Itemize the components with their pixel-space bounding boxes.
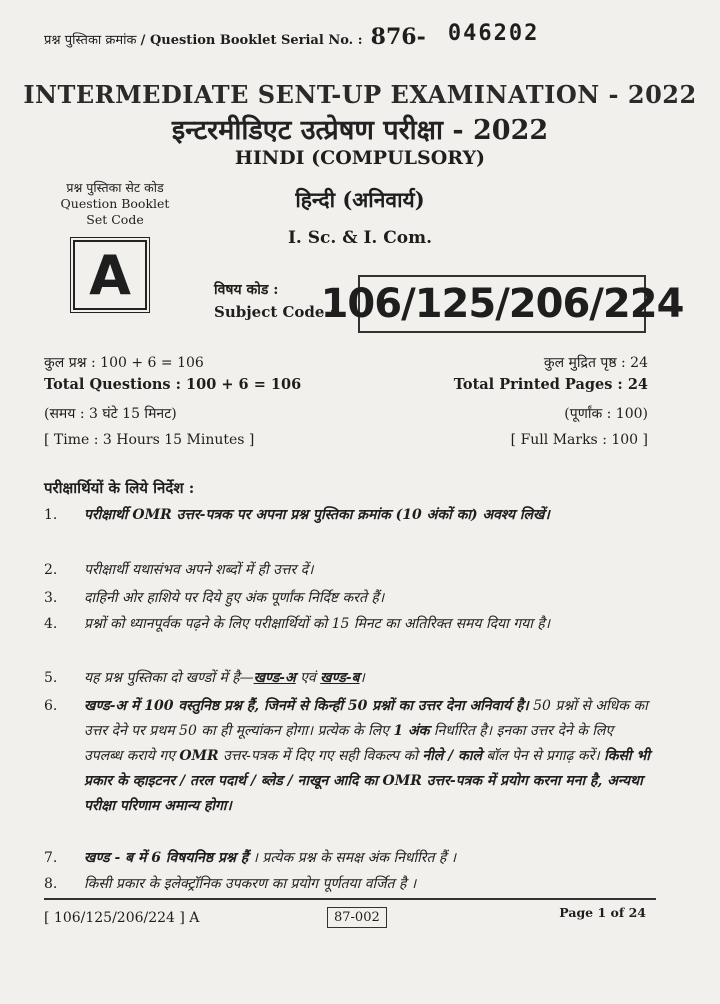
total-questions-en: Total Questions : 100 + 6 = 106 xyxy=(44,376,302,393)
instruction-text: परीक्षार्थी OMR उत्तर-पत्रक पर अपना प्रश्न पुस्तिका क्रमांक (10 अंकों का) अवश्य लिखें। xyxy=(84,507,550,523)
instruction-number: 8. xyxy=(44,876,58,892)
time-en: [ Time : 3 Hours 15 Minutes ] xyxy=(44,432,255,448)
instruction-number: 1. xyxy=(44,507,58,523)
instruction-number: 7. xyxy=(44,850,58,866)
instruction-item xyxy=(44,872,654,897)
serial-label-en: / Question Booklet Serial No. : xyxy=(140,33,363,48)
instruction-text xyxy=(84,846,654,871)
instruction-item xyxy=(44,586,654,611)
full-marks-en: [ Full Marks : 100 ] xyxy=(510,432,648,448)
stream-label: I. Sc. & I. Com. xyxy=(287,228,433,248)
instruction-text-part: । प्रत्येक प्रश्न के समक्ष अंक निर्धारित हैं । xyxy=(248,850,457,866)
serial-number-stamp: 046202 xyxy=(447,21,540,46)
instruction-text-part: 1 अंक xyxy=(393,723,430,739)
printed-pages-en: Total Printed Pages : 24 xyxy=(453,376,648,393)
instruction-item xyxy=(44,666,654,691)
section-a-label: खण्ड-अ xyxy=(253,670,296,686)
instruction-text-part: नीले / काले xyxy=(422,748,482,764)
instruction-text-part: 50 प्रश्नों से अधिक का उत्तर देने पर प्रथम 50 का ही मूल्यांकन होगा। प्रत्येक के लिए xyxy=(84,698,648,739)
footer-box-code: 87-002 xyxy=(327,907,387,928)
instruction-number: 6. xyxy=(44,698,58,714)
subject-code-box: 106/125/206/224 xyxy=(358,275,646,333)
instruction-text: दाहिनी ओर हाशिये पर दिये हुए अंक पूर्णांक निर्दिष्ट करते हैं। xyxy=(84,590,385,606)
set-code-label-en-2: Set Code xyxy=(86,212,144,227)
instructions-heading: परीक्षार्थियों के लिये निर्देश : xyxy=(44,479,195,497)
subject-code-label-hi: विषय कोड : xyxy=(214,282,279,298)
footer-divider xyxy=(44,898,656,900)
printed-pages-hi: कुल मुद्रित पृष्ठ : 24 xyxy=(543,355,648,371)
full-marks-hi: (पूर्णांक : 100) xyxy=(564,406,648,422)
footer-paper-code: [ 106/125/206/224 ] A xyxy=(44,910,200,926)
subject-name-en: HINDI (COMPULSORY) xyxy=(234,147,486,169)
instruction-text-part: । xyxy=(359,670,365,686)
subject-code-label-en: Subject Code : xyxy=(214,303,336,321)
instruction-item xyxy=(44,612,654,637)
instruction-item xyxy=(44,694,654,819)
subject-name-hi: हिन्दी (अनिवार्य) xyxy=(295,187,425,212)
serial-number-row xyxy=(44,21,540,50)
instruction-text: प्रश्नों को ध्यानपूर्वक पढ़ने के लिए परीक्षार्थियों को 15 मिनट का अतिरिक्त समय दिया गया है। xyxy=(84,616,551,632)
instruction-text-part: एवं xyxy=(295,670,321,686)
instruction-item xyxy=(44,846,654,871)
section-b-label: खण्ड-ब xyxy=(320,670,360,686)
exam-title-en: INTERMEDIATE SENT-UP EXAMINATION - 2022 xyxy=(23,80,697,109)
instruction-text xyxy=(84,666,654,691)
instruction-text-part: OMR xyxy=(179,748,219,764)
footer-page-number: Page 1 of 24 xyxy=(559,905,646,920)
instruction-text: परीक्षार्थी यथासंभव अपने शब्दों में ही उत्तर दें। xyxy=(84,562,314,578)
instruction-text-part: खण्ड - ब में 6 विषयनिष्ठ प्रश्न हैं xyxy=(84,850,249,866)
set-code-box: A xyxy=(73,240,147,310)
instruction-text-part: खण्ड-अ में 100 वस्तुनिष्ठ प्रश्न हैं, जिनमें से किन्हीं 50 प्रश्नों का उत्तर देना अनिवार्य है। xyxy=(84,698,529,714)
instruction-text xyxy=(84,694,654,819)
instruction-item xyxy=(44,558,654,583)
set-code-label-hi: प्रश्न पुस्तिका सेट कोड xyxy=(66,180,164,195)
instruction-text-part: किसी भी प्रकार के व्हाइटनर / तरल पदार्थ / ब्लेड / नाखून आदि का OMR उत्तर-पत्रक में प्रयोग करना मना है, अन्यथा परीक्षा परिणाम अमान्य होगा। xyxy=(84,748,650,814)
instruction-number: 3. xyxy=(44,590,58,606)
instruction-number: 4. xyxy=(44,616,58,632)
serial-prefix: 876- xyxy=(370,24,426,50)
instruction-item xyxy=(44,503,654,528)
serial-label-hi: प्रश्न पुस्तिका क्रमांक xyxy=(44,33,137,48)
instruction-number: 5. xyxy=(44,670,58,686)
instruction-text-part: उत्तर-पत्रक में दिए गए सही विकल्प को xyxy=(218,748,423,764)
instruction-text-part: निर्धारित है। इनका उत्तर देने के लिए उपलब्ध कराये गए xyxy=(84,723,614,764)
instruction-text-part: यह प्रश्न पुस्तिका दो खण्डों में है— xyxy=(84,670,254,686)
instruction-number: 2. xyxy=(44,562,58,578)
time-hi: (समय : 3 घंटे 15 मिनट) xyxy=(44,406,177,422)
set-code-label-en-1: Question Booklet xyxy=(60,196,170,211)
exam-title-hi: इन्टरमीडिएट उत्प्रेषण परीक्षा - 2022 xyxy=(171,115,549,146)
instruction-text: किसी प्रकार के इलेक्ट्रॉनिक उपकरण का प्रयोग पूर्णतया वर्जित है । xyxy=(84,876,417,892)
total-questions-hi: कुल प्रश्न : 100 + 6 = 106 xyxy=(44,355,204,371)
set-code-label xyxy=(40,180,190,228)
instruction-text-part: बॉल पेन से प्रगाढ़ करें। xyxy=(481,748,605,764)
